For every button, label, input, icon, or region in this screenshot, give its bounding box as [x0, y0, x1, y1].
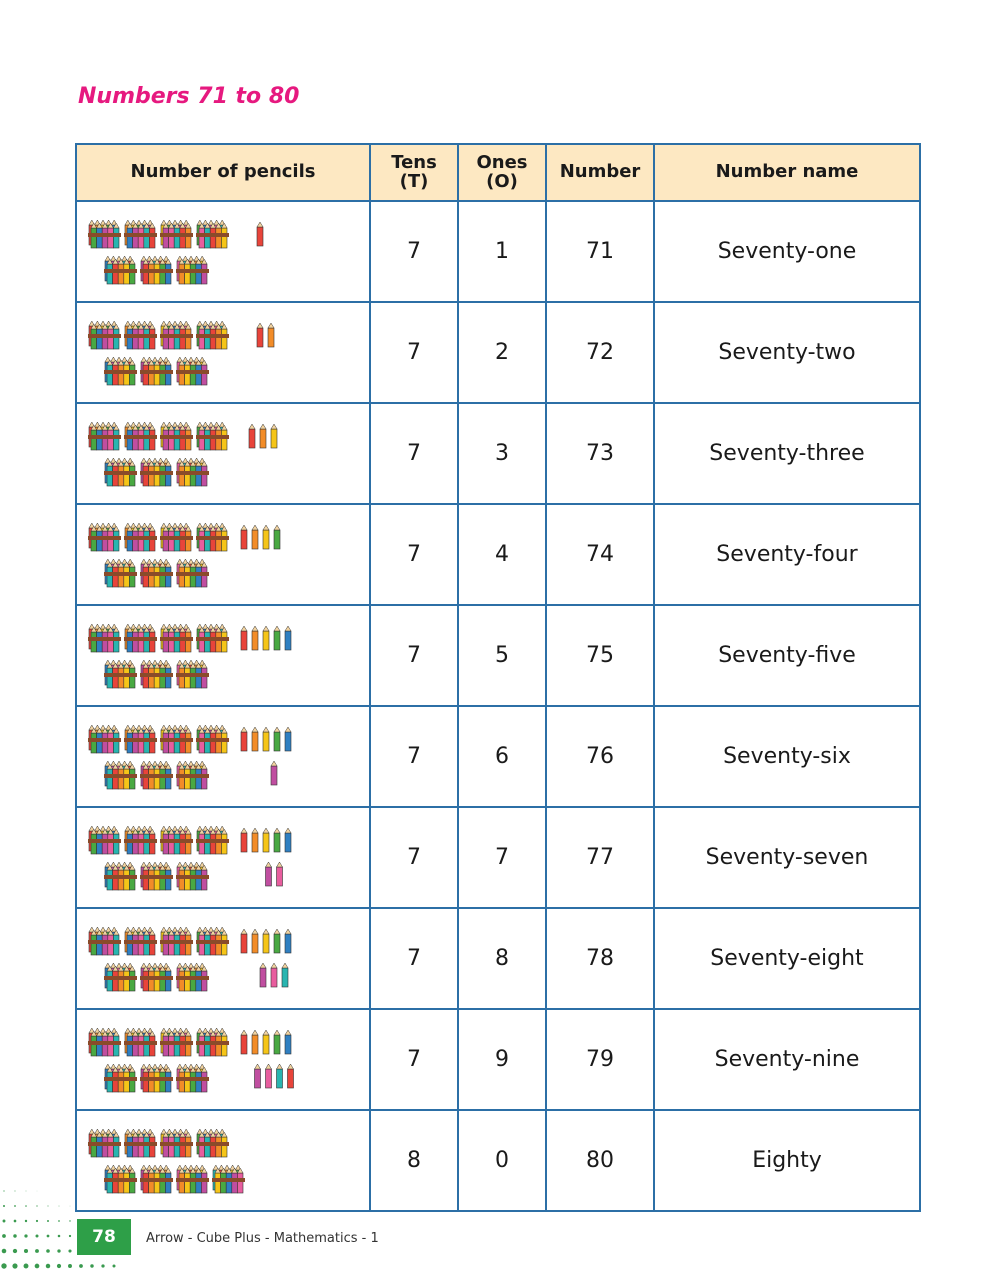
pencil-bundle-icon [124, 624, 157, 652]
loose-pencil-icon [274, 828, 280, 852]
loose-pencil-icon [241, 828, 247, 852]
pencil-bundle-icon [104, 1064, 137, 1092]
decorative-dot [36, 1235, 39, 1238]
table-row [76, 504, 920, 605]
loose-pencil-icon [257, 323, 263, 347]
decorative-dot [3, 1190, 4, 1191]
header-tens-abbr: (T) [399, 170, 429, 192]
number-cell: 80 [546, 1110, 654, 1211]
tens-cell: 7 [370, 1009, 458, 1110]
footer-book-title: Arrow - Cube Plus - Mathematics - 1 [146, 1231, 379, 1246]
loose-pencil-icon [285, 929, 291, 953]
decorative-dot [13, 1249, 17, 1253]
header-ones [458, 144, 546, 201]
tens-cell: 7 [370, 403, 458, 504]
ones-cell: 5 [458, 605, 546, 706]
table-row [76, 706, 920, 807]
ones-cell: 2 [458, 302, 546, 403]
pencil-bundle-icon [176, 1064, 209, 1092]
pencil-bundle-icon [176, 963, 209, 991]
pencil-bundle-icon [160, 624, 193, 652]
number-name-cell: Seventy-seven [654, 807, 920, 908]
pencil-bundle-icon [140, 1064, 173, 1092]
pencil-bundle-icon [104, 862, 137, 890]
pencil-bundle-icon [104, 761, 137, 789]
pencil-bundle-icon [104, 559, 137, 587]
tens-cell: 7 [370, 706, 458, 807]
loose-pencil-icon [252, 828, 258, 852]
number-cell: 76 [546, 706, 654, 807]
decorative-dot [36, 1220, 38, 1222]
pencil-bundle-icon [160, 220, 193, 248]
pencil-bundle-icon [160, 1028, 193, 1056]
pencil-bundle-icon [196, 523, 229, 551]
pencil-bundle-icon [160, 1129, 193, 1157]
pencil-bundle-icon [160, 725, 193, 753]
loose-pencil-icon [274, 727, 280, 751]
pencil-bundle-icon [124, 826, 157, 854]
decorative-dot [113, 1265, 116, 1268]
pencils-cell [76, 504, 370, 605]
pencil-bundle-icon [140, 1165, 173, 1193]
loose-pencil-icon [282, 963, 288, 987]
decorative-dot [3, 1220, 6, 1223]
pencil-bundle-icon [124, 1129, 157, 1157]
pencil-bundle-icon [196, 725, 229, 753]
number-name-cell: Seventy-two [654, 302, 920, 403]
pencil-bundle-icon [160, 321, 193, 349]
pencils-cell [76, 302, 370, 403]
decorative-dot [46, 1249, 50, 1253]
decorative-dot [14, 1205, 16, 1207]
loose-pencil-icon [241, 727, 247, 751]
pencil-bundle-icon [104, 256, 137, 284]
loose-pencil-icon [266, 1064, 272, 1088]
tens-cell: 7 [370, 504, 458, 605]
table-row [76, 201, 920, 302]
loose-pencil-icon [277, 862, 283, 886]
decorative-dot [58, 1235, 61, 1238]
loose-pencil-icon [263, 929, 269, 953]
decorative-dot [47, 1235, 50, 1238]
pencils-illustration [85, 608, 345, 704]
table-row [76, 1009, 920, 1110]
header-number-name: Number name [654, 144, 920, 201]
pencil-bundle-icon [124, 725, 157, 753]
number-name-cell: Seventy-one [654, 201, 920, 302]
loose-pencil-icon [263, 828, 269, 852]
decorative-dot [24, 1249, 28, 1253]
decorative-dot [35, 1249, 39, 1253]
decorative-dot [47, 1220, 49, 1222]
pencils-cell [76, 706, 370, 807]
number-cell: 75 [546, 605, 654, 706]
pencil-bundle-icon [196, 220, 229, 248]
tens-cell: 7 [370, 605, 458, 706]
header-tens-label: Tens [391, 151, 437, 173]
pencil-bundle-icon [88, 826, 121, 854]
decorative-dot [2, 1234, 6, 1238]
pencil-bundle-icon [196, 1028, 229, 1056]
loose-pencil-icon [260, 424, 266, 448]
number-cell: 71 [546, 201, 654, 302]
pencil-bundle-icon [88, 321, 121, 349]
decorative-dot [26, 1191, 27, 1192]
decorative-dot [79, 1264, 83, 1268]
loose-pencil-icon [274, 525, 280, 549]
loose-pencil-icon [255, 1064, 261, 1088]
number-cell: 77 [546, 807, 654, 908]
pencil-bundle-icon [160, 826, 193, 854]
pencil-bundle-icon [160, 927, 193, 955]
loose-pencil-icon [285, 1030, 291, 1054]
loose-pencil-icon [260, 963, 266, 987]
pencil-bundle-icon [212, 1165, 245, 1193]
decorative-dot [47, 1205, 48, 1206]
pencil-bundle-icon [88, 220, 121, 248]
number-name-cell: Seventy-four [654, 504, 920, 605]
header-tens [370, 144, 458, 201]
header-pencils: Number of pencils [76, 144, 370, 201]
decorative-dot [57, 1264, 61, 1268]
pencils-illustration [85, 1012, 345, 1108]
decorative-dot [14, 1220, 17, 1223]
pencil-bundle-icon [176, 1165, 209, 1193]
pencil-bundle-icon [140, 559, 173, 587]
loose-pencil-icon [252, 929, 258, 953]
number-cell: 72 [546, 302, 654, 403]
number-name-cell: Seventy-five [654, 605, 920, 706]
ones-cell: 3 [458, 403, 546, 504]
loose-pencil-icon [274, 1030, 280, 1054]
pencils-illustration [85, 305, 345, 401]
pencil-bundle-icon [140, 761, 173, 789]
loose-pencil-icon [274, 626, 280, 650]
decorative-dot [13, 1234, 16, 1237]
loose-pencil-icon [285, 626, 291, 650]
ones-cell: 7 [458, 807, 546, 908]
number-cell: 74 [546, 504, 654, 605]
loose-pencil-icon [257, 222, 263, 246]
pencil-bundle-icon [160, 422, 193, 450]
loose-pencil-icon [252, 1030, 258, 1054]
decorative-dot [1, 1263, 6, 1268]
table-row [76, 908, 920, 1009]
decorative-dot [24, 1234, 27, 1237]
loose-pencil-icon [263, 626, 269, 650]
loose-pencil-icon [285, 828, 291, 852]
pencils-cell [76, 201, 370, 302]
pencil-bundle-icon [176, 357, 209, 385]
pencil-bundle-icon [88, 1129, 121, 1157]
ones-cell: 0 [458, 1110, 546, 1211]
pencil-bundle-icon [124, 1028, 157, 1056]
pencil-bundle-icon [196, 321, 229, 349]
decorative-dot [35, 1264, 40, 1269]
ones-cell: 4 [458, 504, 546, 605]
loose-pencil-icon [263, 525, 269, 549]
loose-pencil-icon [271, 963, 277, 987]
loose-pencil-icon [274, 929, 280, 953]
pencil-bundle-icon [196, 624, 229, 652]
ones-cell: 9 [458, 1009, 546, 1110]
decorative-dot [70, 1206, 71, 1207]
decorative-dot [101, 1264, 104, 1267]
table-row [76, 807, 920, 908]
number-name-cell: Seventy-nine [654, 1009, 920, 1110]
pencil-bundle-icon [88, 927, 121, 955]
ones-cell: 6 [458, 706, 546, 807]
pencils-illustration [85, 911, 345, 1007]
number-cell: 79 [546, 1009, 654, 1110]
loose-pencil-icon [241, 1030, 247, 1054]
tens-cell: 7 [370, 201, 458, 302]
loose-pencil-icon [277, 1064, 283, 1088]
loose-pencil-icon [268, 323, 274, 347]
pencils-cell [76, 807, 370, 908]
pencil-bundle-icon [88, 624, 121, 652]
pencils-illustration [85, 709, 345, 805]
pencils-illustration [85, 204, 345, 300]
number-name-cell: Seventy-three [654, 403, 920, 504]
section-title: Numbers 71 to 80 [78, 84, 300, 109]
pencil-bundle-icon [140, 862, 173, 890]
decorative-dot [24, 1264, 29, 1269]
header-ones-abbr: (O) [486, 170, 518, 192]
decorative-dot [59, 1206, 60, 1207]
pencil-bundle-icon [176, 559, 209, 587]
pencil-bundle-icon [88, 1028, 121, 1056]
number-name-cell: Seventy-eight [654, 908, 920, 1009]
pencil-bundle-icon [88, 725, 121, 753]
pencil-bundle-icon [176, 660, 209, 688]
pencil-bundle-icon [196, 422, 229, 450]
loose-pencil-icon [241, 929, 247, 953]
loose-pencil-icon [271, 761, 277, 785]
pencil-bundle-icon [176, 761, 209, 789]
pencil-bundle-icon [104, 963, 137, 991]
pencil-bundle-icon [104, 357, 137, 385]
loose-pencil-icon [288, 1064, 294, 1088]
pencil-bundle-icon [88, 422, 121, 450]
loose-pencil-icon [252, 727, 258, 751]
numbers-table [75, 143, 921, 1212]
pencils-illustration [85, 507, 345, 603]
pencil-bundle-icon [124, 523, 157, 551]
page-number-badge: 78 [77, 1219, 131, 1255]
decorative-dot [68, 1264, 72, 1268]
loose-pencil-icon [249, 424, 255, 448]
decorative-dot [12, 1263, 17, 1268]
loose-pencil-icon [252, 525, 258, 549]
loose-pencil-icon [266, 862, 272, 886]
tens-cell: 7 [370, 908, 458, 1009]
tens-cell: 7 [370, 302, 458, 403]
tens-cell: 8 [370, 1110, 458, 1211]
pencil-bundle-icon [140, 458, 173, 486]
pencils-cell [76, 403, 370, 504]
pencil-bundle-icon [176, 458, 209, 486]
loose-pencil-icon [263, 1030, 269, 1054]
pencil-bundle-icon [124, 927, 157, 955]
loose-pencil-icon [241, 525, 247, 549]
decorative-dot [69, 1235, 71, 1237]
number-cell: 73 [546, 403, 654, 504]
pencils-cell [76, 908, 370, 1009]
table-header-row [76, 144, 920, 201]
number-cell: 78 [546, 908, 654, 1009]
pencil-bundle-icon [196, 1129, 229, 1157]
decorative-dot [46, 1264, 50, 1268]
loose-pencil-icon [241, 626, 247, 650]
pencil-bundle-icon [176, 256, 209, 284]
pencil-bundle-icon [176, 862, 209, 890]
pencil-bundle-icon [140, 357, 173, 385]
decorative-dot [90, 1264, 93, 1267]
decorative-dot [68, 1249, 71, 1252]
pencil-bundle-icon [124, 321, 157, 349]
pencil-bundle-icon [140, 963, 173, 991]
pencil-bundle-icon [196, 826, 229, 854]
table-row [76, 605, 920, 706]
ones-cell: 8 [458, 908, 546, 1009]
decorative-dot [15, 1191, 16, 1192]
table-body [76, 201, 920, 1211]
decorative-dot [58, 1220, 60, 1222]
header-number: Number [546, 144, 654, 201]
loose-pencil-icon [271, 424, 277, 448]
loose-pencil-icon [263, 727, 269, 751]
decorative-dot [25, 1220, 27, 1222]
table-row [76, 1110, 920, 1211]
pencil-bundle-icon [140, 660, 173, 688]
pencils-illustration [85, 810, 345, 906]
decorative-dot [57, 1249, 60, 1252]
number-name-cell: Eighty [654, 1110, 920, 1211]
decorative-dot [69, 1220, 70, 1221]
pencils-cell [76, 1009, 370, 1110]
decorative-dot [2, 1249, 7, 1254]
pencil-bundle-icon [104, 458, 137, 486]
pencil-bundle-icon [160, 523, 193, 551]
ones-cell: 1 [458, 201, 546, 302]
pencil-bundle-icon [140, 256, 173, 284]
pencils-illustration [85, 406, 345, 502]
pencil-bundle-icon [196, 927, 229, 955]
table-row [76, 302, 920, 403]
tens-cell: 7 [370, 807, 458, 908]
number-name-cell: Seventy-six [654, 706, 920, 807]
loose-pencil-icon [285, 727, 291, 751]
decorative-dot [36, 1205, 37, 1206]
pencil-bundle-icon [124, 422, 157, 450]
pencil-bundle-icon [124, 220, 157, 248]
loose-pencil-icon [252, 626, 258, 650]
table-row [76, 403, 920, 504]
header-ones-label: Ones [476, 151, 528, 173]
decorative-dot [3, 1205, 5, 1207]
decorative-dot [25, 1205, 27, 1207]
pencil-bundle-icon [88, 523, 121, 551]
pencils-cell [76, 605, 370, 706]
pencil-bundle-icon [104, 660, 137, 688]
